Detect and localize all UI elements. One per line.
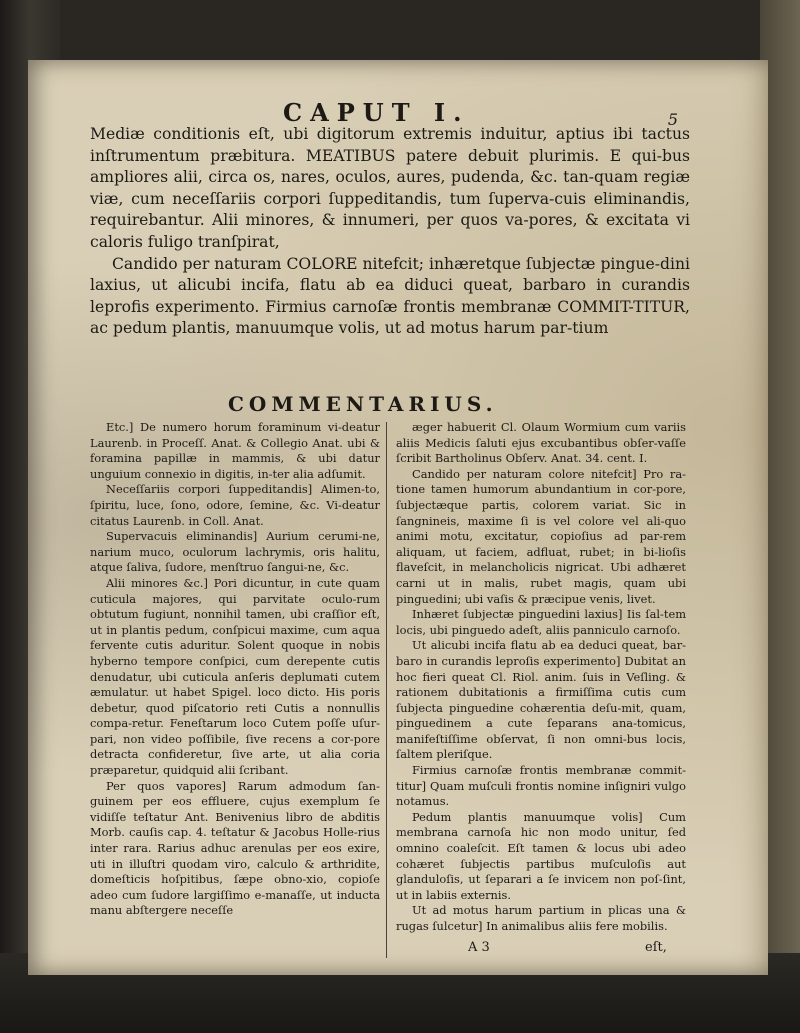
right-column [396,420,686,935]
commentary-paragraph: Neceſſariis corpori ſuppeditandis] Alimen-to, ſpiritu, luce, ſono, odore, ſemine, &c. Vi-deatur citatus Laurenb. in Coll. Anat. [90,482,380,528]
catchword: eſt, [645,940,667,955]
commentary-paragraph: Alii minores &c.] Pori dicuntur, in cute quam cuticula majores, qui parvitate oculo-rum obtutum fugiunt, nonnihil tamen, ubi craſſior eſt, ut in plantis pedum, conſpicui maxime, cum aqua fervente cutis aduritur. Solent quoque in nobis hyberno tempore conſpici, cum derepente cutis denudatur, ubi cuticula anſeris deplumati cutem æmulatur. ut habet Spigel. loco dicto. His poris debetur, quod piſcatorio reti Cutis a nonnullis compa-retur. Feneſtarum loco Cutem poſſe uſur-pari, non video poſſibile, ſive recens a cor-pore detracta confideretur, ſive arte, ut alia coria præparetur, quidquid alii ſcribant. [90,575,380,778]
main-text [90,124,690,340]
commentary-columns [90,420,690,960]
commentary-paragraph: Ut alicubi incifa flatu ab ea deduci queat, bar-baro in curandis leproſis experimento] Dubitat an hoc fieri queat Cl. Riol. anim. ſuis in Veſling. & rationem dubitationis a firmiſſima cutis cum ſubjecta pinguedine cohærentia deſu-mit, quam, pinguedinem a cute ſeparans ana-tomicus, manifeſtiſſime obſervat, ſi non omni-bus locis, ſaltem pleriſque. [396,638,686,762]
commentary-paragraph: Ut ad motus harum partium in plicas una & rugas ſulcetur] In animalibus aliis fere mobilis. [396,903,686,933]
section-heading: COMMENTARIUS. [228,392,498,416]
chapter-title: CAPUT I. [283,98,470,127]
commentary-paragraph: Supervacuis eliminandis] Aurium cerumi-ne, narium muco, oculorum lachrymis, oris halitu, atque ſaliva, ſudore, menſtruo ſangui-ne, &c. [90,529,380,575]
left-column [90,420,380,919]
commentary-paragraph: æger habuerit Cl. Olaum Wormium cum variis aliis Medicis ſaluti ejus excubantibus obſer-vaſſe ſcribit Bartholinus Obſerv. Anat. 34. cent. I. [396,420,686,466]
commentary-paragraph: Per quos vapores] Rarum admodum ſan-guinem per eos effluere, cujus exemplum ſe vidiſſe teſtatur Ant. Benivenius libro de abditis Morb. cauſis cap. 4. teſtatur & Jacobus Holle-rius inter rara. Rarius adhuc arenulas per eos exire, uti in illuſtri quodam viro, calculo & arthridite, domeſticis hoſpitibus, ſæpe obno-xio, copioſe adeo cum ſudore largiſſimo e-manaſſe, ut inducta manu abſtergere neceſſe [90,778,380,918]
main-paragraph: Mediæ conditionis eſt, ubi digitorum extremis induitur, aptius ibi tactus inſtrumentum præbitura. MEATIBUS patere debuit plurimis. E qui-bus ampliores alii, circa os, nares, oculos, aures, pudenda, &c. tan-quam regiæ viæ, cum neceſſariis corpori ſuppeditandis, tum ſuperva-cuis eliminandis, requirebantur. Alii minores, & innumeri, per quos va-pores, & excitata vi caloris fuligo tranſpirat, [90,125,690,251]
commentary-paragraph: Pedum plantis manuumque volis] Cum membrana carnoſa hic non modo unitur, ſed omnino coaleſcit. Eſt tamen & locus ubi adeo cohæret ſubjectis partibus muſculoſis aut glanduloſis, ut ſeparari a ſe invicem non poſ-ſint, ut in labiis externis. [396,809,686,902]
commentary-paragraph: Firmius carnoſæ frontis membranæ commit-titur] Quam muſculi frontis nomine inſigniri vulgo notamus. [396,763,686,809]
column-divider [386,422,387,958]
running-head [88,98,678,129]
page-number: 5 [667,110,678,129]
main-paragraph: Candido per naturam COLORE nitefcit; inhæretque ſubjectæ pingue-dini laxius, ut alicubi incifa, flatu ab ea diduci queat, barbaro in curandis leprofis experimento. Firmius carnoſæ frontis membranæ COMMIT-TITUR, ac pedum plantis, manuumque volis, ut ad motus harum par-tium [90,254,690,338]
commentary-paragraph: Inhæret ſubjectæ pinguedini laxius] Iis ſal-tem locis, ubi pinguedo adeſt, aliis panniculo carnoſo. [396,607,686,637]
commentary-paragraph: Etc.] De numero horum foraminum vi-deatur Laurenb. in Proceſſ. Anat. & Collegio Anat. ubi & foramina papillæ in mammis, & ubi datur unguium connexio in digitis, in-ter alia adſumit. [90,420,380,481]
signature-mark: A 3 [468,940,490,955]
book-page [28,60,768,975]
commentary-paragraph: Candido per naturam colore nitefcit] Pro ra-tione tamen humorum abundantium in cor-pore, ſubjectæque partis, colorem variat. Sic in ſangnineis, maxime ſi is vel colore vel ali-quo animi motu, excitatur, copioſius ad par-rem aliquam, ut faciem, adfluat, rubet; in bi-lioſis flaveſcit, in melancholicis nigricat. Ubi adhæret carni ut in malis, rubet magis, quam ubi pinguedini; ubi vaſis & præcipue venis, livet. [396,466,686,606]
